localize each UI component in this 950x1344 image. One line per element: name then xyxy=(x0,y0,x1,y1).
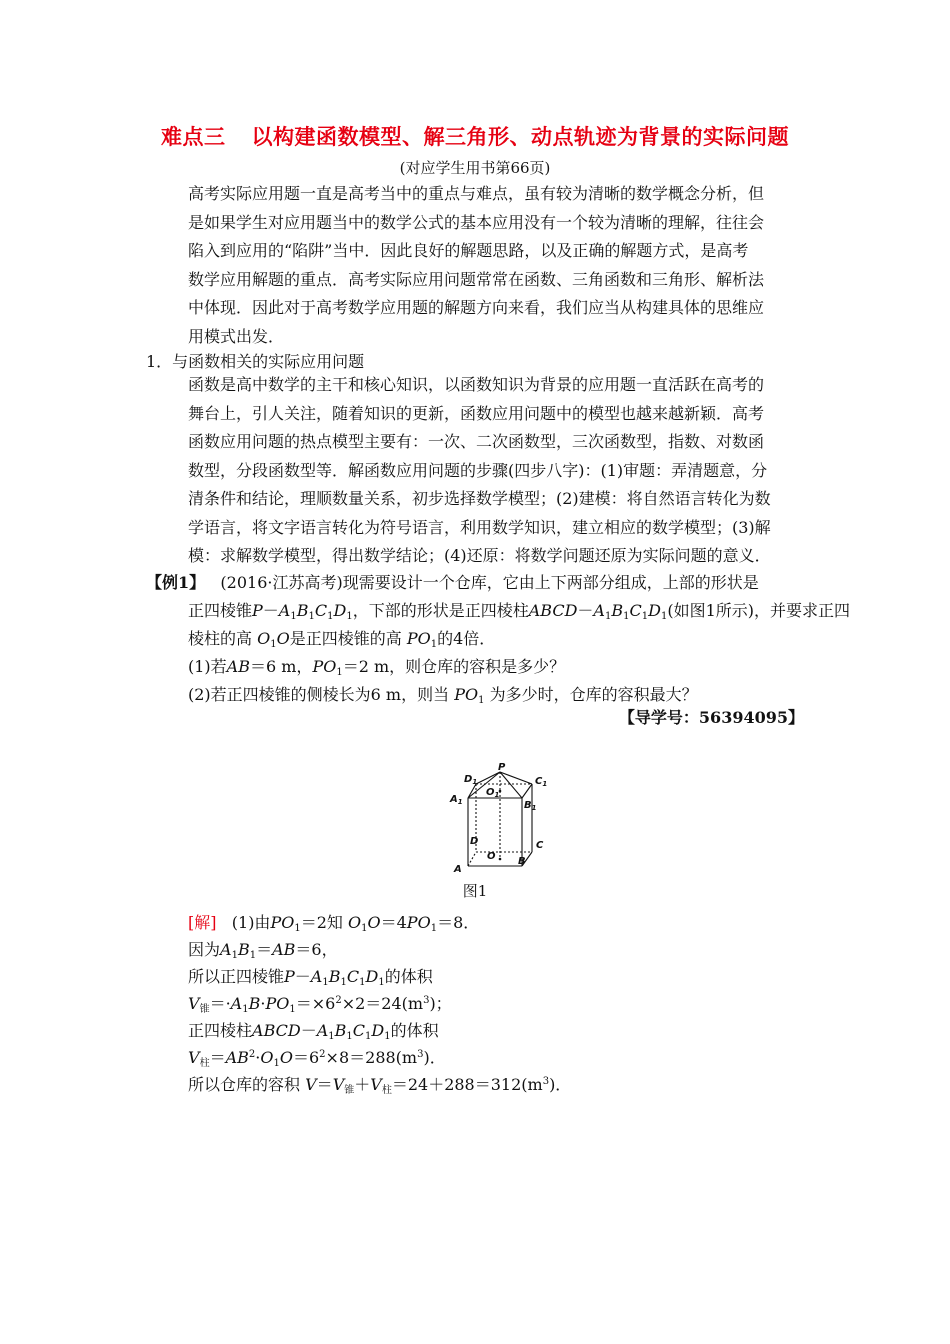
intro-paragraph xyxy=(188,180,804,351)
solution-text: 的体积 xyxy=(384,967,433,986)
example-text: (如图1所示)，并要求正四 xyxy=(667,601,850,620)
solution-text: 的体积 xyxy=(390,1021,439,1040)
section-line: 清条件和结论，理顺数量关系，初步选择数学模型；(2)建模：将自然语言转化为数 xyxy=(188,489,771,508)
section-line: 数型，分段函数型等．解函数应用问题的步骤(四步八字)：(1)审题：弄清题意，分 xyxy=(188,460,768,480)
label-a: A xyxy=(454,864,462,874)
solution-text: · xyxy=(260,994,266,1013)
example-text: 正四棱锥 xyxy=(188,601,253,620)
solution-line-6: $V_柱=AB^2\cdot O_1O=6^2\times 8=288(m^3)$． xyxy=(188,1048,446,1069)
solution-text: 正四棱柱 xyxy=(188,1021,253,1040)
solution-text: ＝· xyxy=(209,994,231,1013)
solution-line-7: 所以仓库的容积 $V=V_锥+V_柱=24+288=312(m^3)$． xyxy=(188,1075,572,1096)
label-b1: $B_1$ xyxy=(524,800,537,812)
label-b: B xyxy=(518,856,526,867)
solution-line-5: 正四棱柱$ABCD-A_1B_1C_1D_1$的体积 xyxy=(188,1021,439,1042)
example-text: ，下部的形状是正四棱柱 xyxy=(352,601,529,620)
edge-ad xyxy=(468,852,476,866)
section-line: 函数应用问题的热点模型主要有：一次、二次函数型，三次函数型，指数、对数函 xyxy=(188,432,765,451)
label-c1: $C_1$ xyxy=(535,776,548,788)
label-o1: $O_1$ xyxy=(486,787,500,799)
intro-line: 是如果学生对应用题当中的数学公式的基本应用没有一个较为清晰的理解，往往会 xyxy=(188,212,765,232)
question-1: (1)若AB＝6 m，$PO_1=2$ m，则仓库的容积是多少？ xyxy=(188,657,566,678)
title-part2: 以构建函数模型、解三角形、动点轨迹为背景的实际问题 xyxy=(251,125,789,149)
solution-line-4: $V_锥=\cdot A_1B\cdot PO_1=\times 6^2\times 2=24(m^3)$； xyxy=(188,994,452,1015)
solution-text: (1)由 xyxy=(231,913,271,932)
point-o xyxy=(499,858,502,861)
question-2: (2)若正四棱锥的侧棱长为6 m，则当 $PO_1$ 为多少时，仓库的容积最大？ xyxy=(188,685,698,706)
solution-text: ＝ xyxy=(256,940,273,959)
intro-line: 陷入到应用的“陷阱”当中．因此良好的解题思路，以及正确的解题方式，是高考 xyxy=(188,241,749,260)
solution-text: )． xyxy=(549,1075,572,1094)
label-d: D xyxy=(470,836,479,847)
example-text: (2)若正四棱锥的侧棱长为6 m，则当 xyxy=(188,685,450,704)
figure-caption: 图1 xyxy=(462,882,488,900)
solution-sub: 锥 xyxy=(199,1004,210,1015)
solution-text: ＝6， xyxy=(295,940,338,959)
intro-line: 中体现．因此对于高考数学应用题的解题方向来看，我们应当从构建具体的思维应 xyxy=(188,298,765,317)
warehouse-figure xyxy=(440,762,558,874)
solution-text: ＝2知 xyxy=(300,913,343,932)
example-line-3: 棱柱的高 $O_1O$是正四棱锥的高 $PO_1$的4倍． xyxy=(188,629,496,650)
solution-text: )； xyxy=(429,994,452,1013)
book-reference: (对应学生用书第66页) xyxy=(399,159,551,177)
label-d1: $D_1$ xyxy=(464,774,478,786)
solution-text: ＝ xyxy=(316,1075,333,1094)
solution-text: ＋ xyxy=(354,1075,371,1094)
example-text: (1)若 xyxy=(188,657,227,676)
solution-sub: 柱 xyxy=(381,1085,392,1096)
solution-text: ×2＝24(m xyxy=(341,994,424,1013)
example-line-1 xyxy=(146,570,759,593)
example-text: ＝6 m， xyxy=(249,657,313,676)
solution-text: 所以仓库的容积 xyxy=(188,1075,301,1094)
intro-line: 数学应用解题的重点．高考实际应用问题常常在函数、三角函数和三角形、解析法 xyxy=(188,269,765,289)
solution-text: ＝8． xyxy=(437,913,480,932)
solution-text: ＝24＋288＝312(m xyxy=(391,1075,543,1094)
section-line: 舞台上，引人关注，随着知识的更新，函数应用问题中的模型也越来越新颖．高考 xyxy=(188,403,765,423)
page-title xyxy=(0,121,950,151)
section-paragraph xyxy=(188,371,804,571)
section-line: 函数是高中数学的主干和核心知识，以函数知识为背景的应用题一直活跃在高考的 xyxy=(188,375,765,394)
section-line: 学语言，将文字语言转化为符号语言，利用数学知识，建立相应的数学模型；(3)解 xyxy=(188,517,771,537)
title-part1: 难点三 xyxy=(161,125,226,149)
section-line: 模：求解数学模型，得出数学结论；(4)还原：将数学问题还原为实际问题的意义． xyxy=(188,546,771,565)
example-text: ＝2 m，则仓库的容积是多少？ xyxy=(342,657,566,676)
example-text: 的4倍． xyxy=(437,629,496,648)
solution-text: ×8＝288(m xyxy=(325,1048,418,1067)
edge-a1d1 xyxy=(468,784,476,798)
label-o: O xyxy=(487,851,496,862)
solution-line-3: 所以正四棱锥$P-A_1B_1C_1D_1$的体积 xyxy=(188,967,433,988)
example-label: 【例1】 xyxy=(146,573,206,592)
solution-line-2: 因为$A_1B_1=AB=6$， xyxy=(188,940,338,961)
solution-tag: [解] xyxy=(188,913,217,932)
example-text: 现需要设计一个仓库，它由上下两部分组成，上部的形状是 xyxy=(342,573,759,592)
solution-text: · xyxy=(255,1048,261,1067)
solution-text: ＝×6 xyxy=(295,994,336,1013)
solution-text: 因为 xyxy=(188,940,221,959)
edge-b1c1 xyxy=(522,784,532,798)
solution-text: ＝ xyxy=(209,1048,226,1067)
solution-sub: 锥 xyxy=(344,1085,355,1096)
guide-number: 【导学号：56394095】 xyxy=(618,708,804,727)
solution-text: )． xyxy=(423,1048,446,1067)
example-text: 为多少时，仓库的容积最大？ xyxy=(489,685,698,704)
example-line-2: 正四棱锥$P-A_1B_1C_1D_1$，下部的形状是正四棱柱$ABCD-A_1B_1C_1D_1$(如图1所示)，并要求正四 xyxy=(188,601,850,622)
example-text: 是正四棱锥的高 xyxy=(289,629,402,648)
example-source: (2016·江苏高考) xyxy=(220,573,343,592)
solution-text: ＝4 xyxy=(380,913,407,932)
example-text: 棱柱的高 xyxy=(188,629,253,648)
intro-line: 高考实际应用题一直是高考当中的重点与难点，虽有较为清晰的数学概念分析，但 xyxy=(188,184,765,203)
solution-text: 所以正四棱锥 xyxy=(188,967,285,986)
label-c: C xyxy=(536,840,544,851)
section-heading: 1．与函数相关的实际应用问题 xyxy=(146,352,365,371)
label-a1: $A_1$ xyxy=(450,794,463,806)
solution-text: ＝6 xyxy=(292,1048,320,1067)
intro-line: 用模式出发． xyxy=(188,326,285,346)
solution-line-1: [解] (1)由$PO_1=2$知 $O_1O=4PO_1=8$． xyxy=(188,913,480,934)
label-p: P xyxy=(498,762,506,773)
solution-sub: 柱 xyxy=(199,1058,210,1069)
